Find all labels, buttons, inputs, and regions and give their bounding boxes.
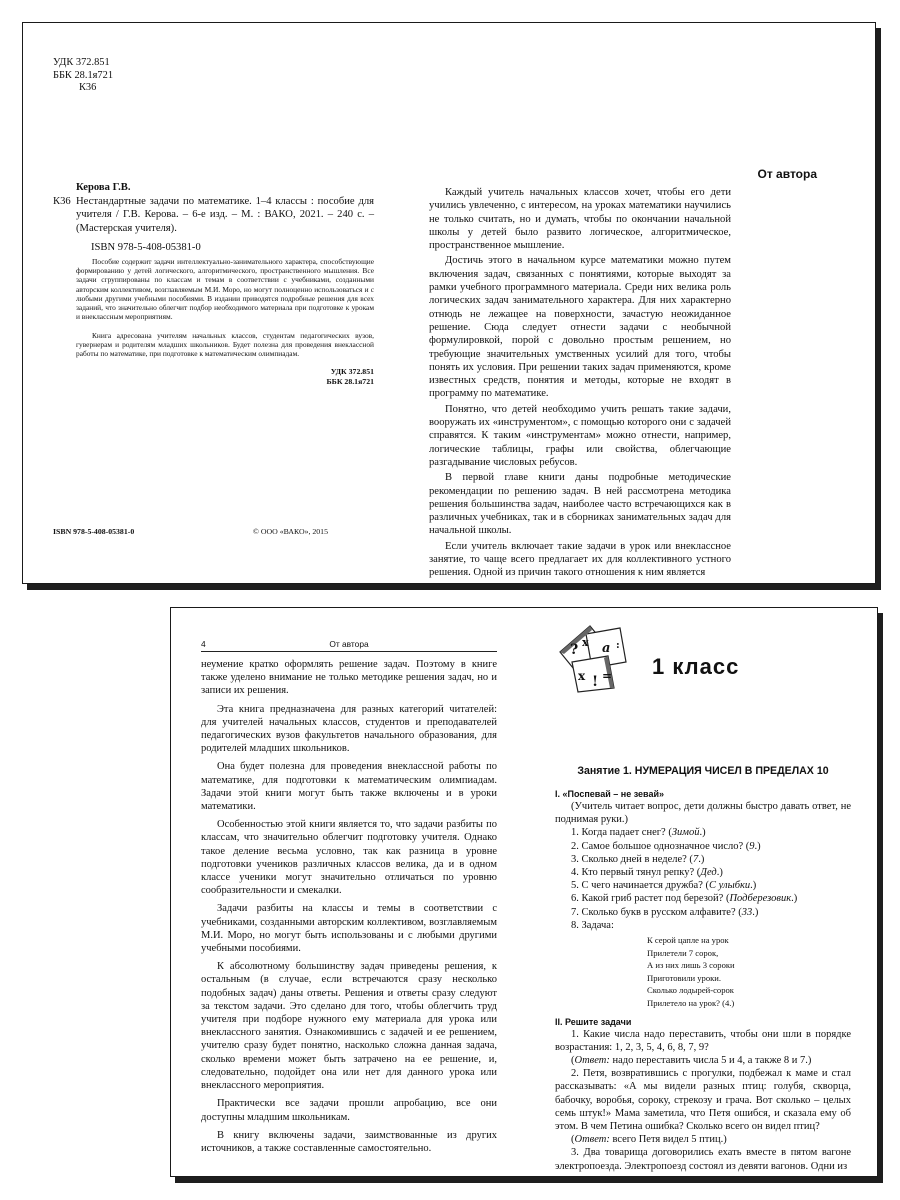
udk-block [53,57,113,95]
poem-line: Сколько лодырей-сорок [647,985,734,996]
svg-text:=: = [602,669,613,683]
quiz-question: 4. Кто первый тянул репку? (Дед.) [571,867,723,879]
poem [555,934,851,1010]
udk-line: УДК 372.851 [53,57,110,68]
task-answer: (Ответ: надо переставить числа 5 и 4, а также 8 и 7.) [571,1055,812,1066]
preface-body [201,658,497,1155]
udk-bottom-block [223,367,374,388]
svg-text::: : [616,640,620,651]
poem-line: А из них лишь 3 сороки [647,960,735,971]
svg-text:x: x [582,636,589,649]
annotation-paragraph: Книга адресована учителям начальных классов, студентам педагогических вузов, гувернерам и родителям младших школьников. Будет полезна для проведения внеклассной работы по математике, при подготовке к математическим олимпиадам. [76,331,374,359]
catalog-code: К36 [53,196,71,207]
isbn-footer: ISBN 978-5-408-05381-0 [53,527,135,536]
grade-title: 1 класс [652,654,740,679]
svg-text:?: ? [570,642,579,658]
task-answer: (Ответ: всего Петя видел 5 птиц.) [571,1134,727,1146]
lesson-content [555,788,851,1173]
poem-line: Приготовили уроки. [647,972,722,983]
section-heading: I. «Поспевай – не зевай» [555,789,665,799]
body-paragraph: В первой главе книги даны подробные методические рекомендации по решению задач. В ней рассмотрена методика решения большинства задач, наиболее часто встречающихся как в различных учебниках, так и в сборниках занимательных задач для начальной школы. [429,472,731,537]
quiz-question: 8. Задача: [571,919,614,931]
svg-text:!: ! [592,674,599,690]
body-paragraph: Достичь этого в начальном курсе математики можно путем включения задач, связанных с понятиями, которые выходят за рамки учебного программного материала. Среди них велика роль логических задач занимательного характера. Для них характерно отнюдь не лежащее на поверхности, зачастую неожиданное решение. Сюда следует отнести задачи с необычной формулировкой, порой с довольно простым решением, но требующие значительных умственных усилий для того, чтобы понять их условия. При решении таких задач применяются, кроме известных средств, понятия и методы, которые не входят в программу по математике. [429,255,731,400]
math-cards-icon [556,622,638,694]
bbk-bottom: ББК 28.1я721 [326,377,374,387]
body-paragraph: В книгу включены задачи, заимствованные из других источников, а также составленные самостоятельно. [201,1129,497,1154]
body-paragraph: неумение кратко оформлять решение задач. Поэтому в книге также уделено внимание не только методике решения задач, но и записи их решения. [201,659,497,697]
imprint-page [23,23,399,583]
body-paragraph: Если учитель включает такие задачи в урок или внеклассное занятие, то чаще всего предлагает их для коллективного устного решения. Одной из причин такого отношения к ним является [429,540,731,579]
author-name: Керова Г.В. [76,182,131,193]
poem-line: К серой цапле на урок [647,935,729,946]
task-text: 2. Петя, возвратившись с прогулки, подбежал к маме и стал рассказывать: «А мы видели разных птиц: голубя, скворца, бабочку, воробья, сороку, стрекозу и грача. Вот сколько – целых семь штук!» Мама заметила, что Петя ошибся, и сказала ему об этом. В чем Петина ошибка? Сколько всего он видел птиц? [555,1068,851,1133]
book-spread-top [22,22,876,584]
annotation-paragraph: Пособие содержит задачи интеллектуально-занимательного характера, способствующие формированию у детей логического, алгоритмического, пространственного мышления. Все задачи сгруппированы по классам и темам в соответствии с учебниками, созданными авторским коллективом, возглавляемым М.И. Моро, но могут полноценно использоваться и с любыми другими учебными пособиями. В издании приводятся подробные решения для всех заданий, что значительно облегчит подбор необходимого материала при подготовке к урокам и внеклассным мероприятиям. [76,257,374,322]
book-spread-bottom [170,607,878,1177]
bibliographic-record: Нестандартные задачи по математике. 1–4 классы : пособие для учителя / Г.В. Керова. – 6-е изд. – М. : ВАКО, 2021. – 240 с. – (Мастерская учителя). [76,196,374,234]
lesson-title: Занятие 1. НУМЕРАЦИЯ ЧИСЕЛ В ПРЕДЕЛАХ 10 [577,765,829,777]
poem-line: Прилетели 7 сорок, [647,947,719,958]
quiz-question: 6. Какой гриб растет под березой? (Подберезовик.) [571,893,798,905]
page-number: 4 [201,639,206,649]
copyright: © ООО «ВАКО», 2015 [253,527,328,536]
body-paragraph: Особенностью этой книги является то, что задачи разбиты по классам, что значительно облегчит подготовку учителя. Однако такое деление весьма условно, так как разница в уровне подготовки учеников различных классов велика, да и в одном классе ученики могут значительно отличаться по уровню сообразительности и смекалки. [201,819,497,897]
body-paragraph: Понятно, что детей необходимо учить решать такие задачи, вооружать их «инструментом», с помощью которого они с задачей справятся. К таким «инструментам» можно отнести, например, логические таблицы, графы или свойства, облегчающие разгадывание числовых ребусов. [429,403,731,468]
body-paragraph: Задачи разбиты на классы и темы в соответствии с учебниками, созданными авторским коллективом, возглавляемым М.И. Моро, но могут быть использованы и с любыми другими учебными пособиями. [201,903,497,955]
quiz-question: 7. Сколько букв в русском алфавите? (33.) [571,906,759,918]
quiz-question: 3. Сколько дней в неделе? (7.) [571,853,705,865]
body-paragraph: Она будет полезна для проведения внеклассной работы по математике, для подготовки к математическим олимпиадам. Задачи этой книги могут быть также включены и в уроки математики. [201,761,497,813]
svg-text:a: a [602,641,611,656]
task-text: 1. Какие числа надо переставить, чтобы они шли в порядке возрастания: 1, 2, 3, 5, 4, 6, 8, 7, 9? [555,1028,851,1053]
preface-continued-page [171,608,526,1176]
quiz-question: 5. С чего начинается дружба? (С улыбки.) [571,880,757,892]
grade-one-page [526,608,877,1176]
task-text: 3. Два товарища договорились ехать вместе в пятом вагоне электропоезда. Электропоезд состоял из девяти вагонов. Одни из [555,1147,851,1172]
udk-bottom: УДК 372.851 [330,367,374,376]
body-paragraph: Каждый учитель начальных классов хочет, чтобы его дети учились увлеченно, с интересом, на уроках математики научились не только считать, но и думать, чтобы по окончании начальной школы у детей было развито логическое, алгоритмическое, пространственное мышление. [429,187,731,252]
author-mark: К36 [79,82,97,93]
preface-page [399,23,875,583]
preface-title: От автора [757,167,817,181]
quiz-question: 1. Когда падает снег? (Зимой.) [571,827,706,839]
body-paragraph: К абсолютному большинству задач приведены решения, к остальным (в случае, если встречаются сразу несколько подобных задач) даны ответы. Решения и ответы сразу следуют за текстом задачи. Это сделано для того, чтобы облегчить труд учителя при подборе нужного ему материала для урока или внеклассного занятия. Ознакомившись с задачей и ее решением, учителю сразу будет понятно, насколько сложна данная задача, сколько времени может быть затрачено на ее решение, и, следовательно, подойдет она или нет для данного урока или внеклассного мероприятия. [201,961,497,1092]
preface-body [429,186,731,580]
running-header [201,639,497,652]
poem-line: Прилетело на урок? (4.) [647,998,735,1008]
section-intro: (Учитель читает вопрос, дети должны быстро давать ответ, не поднимая руки.) [555,801,851,826]
body-paragraph: Практически все задачи прошли апробацию, все они доступны младшим школьникам. [201,1098,497,1123]
quiz-question: 2. Самое большое однозначное число? (9.) [571,840,761,852]
bbk-line: ББК 28.1я721 [53,69,114,81]
svg-text:x: x [578,669,586,683]
isbn-line: ISBN 978-5-408-05381-0 [91,242,201,253]
body-paragraph: Эта книга предназначена для разных категорий читателей: для учителей начальных классов, студентов и преподавателей педагогических вузов факультетов начального образования, для родителей младших школьников. [201,703,497,755]
running-head-title: От автора [329,639,369,649]
section-heading: II. Решите задачи [555,1016,632,1027]
